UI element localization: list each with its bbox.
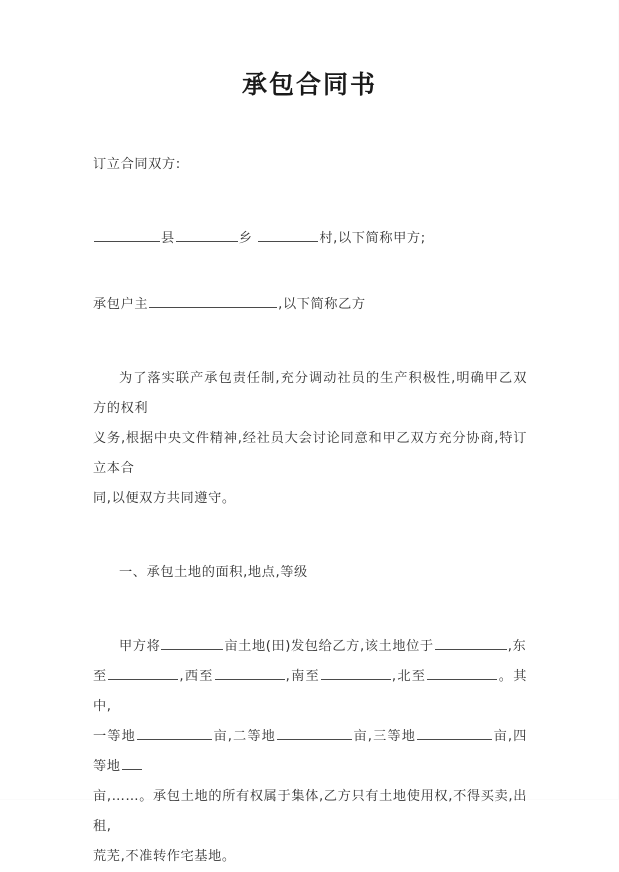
party-a-line	[93, 224, 527, 254]
boundary-west-blank[interactable]	[215, 664, 285, 680]
boundary-east-label: 至	[93, 669, 108, 684]
preamble-line-1: 为了落实联产承包责任制,充分调动社员的生产积极性,明确甲乙双方的权利	[93, 371, 527, 416]
grade-three-blank[interactable]	[417, 724, 492, 740]
direction-east-label: ,东	[507, 639, 527, 654]
spacer	[93, 254, 527, 290]
boundary-north-label: ,北至	[391, 669, 427, 684]
section-one-line-1	[93, 632, 527, 662]
grade-one-blank[interactable]	[137, 724, 212, 740]
grade-two-blank[interactable]	[277, 724, 352, 740]
party-a-village-label: 村,以下简称甲方;	[319, 231, 426, 246]
party-b-name-blank[interactable]	[149, 292, 277, 308]
preamble-line-2: 义务,根据中央文件精神,经社员大会讨论同意和甲乙双方充分协商,特订立本合	[93, 431, 527, 476]
boundary-south-blank[interactable]	[321, 664, 391, 680]
parties-heading: 订立合同双方:	[93, 157, 181, 172]
party-a-township-blank[interactable]	[176, 226, 238, 242]
spacer	[93, 588, 527, 632]
party-b-suffix-label: ,以下简称乙方	[278, 297, 366, 312]
grade-three-label: 亩,三等地	[352, 729, 417, 744]
boundary-west-label: ,西至	[179, 669, 214, 684]
party-a-county-blank[interactable]	[94, 226, 160, 242]
grade-four-blank[interactable]	[122, 754, 142, 770]
section-one-line-5: 荒芜,不准转作宅基地。	[93, 849, 236, 864]
preamble-line-3: 同,以便双方共同遵守。	[93, 491, 236, 506]
land-area-blank[interactable]	[161, 634, 223, 650]
grade-four-label: 亩,四等地	[93, 729, 527, 774]
party-a-township-label: 乡	[238, 231, 253, 246]
section-one-line-3	[93, 722, 527, 782]
boundary-south-label: ,南至	[285, 669, 320, 684]
party-b-prefix-label: 承包户主	[93, 297, 149, 312]
document-body	[93, 150, 527, 872]
party-b-line	[93, 290, 527, 320]
document-title: 承包合同书	[241, 70, 377, 99]
spacer	[93, 514, 527, 558]
boundary-suffix-label: 。其中,	[93, 669, 527, 714]
party-a-village-blank[interactable]	[258, 226, 318, 242]
spacer	[93, 320, 527, 364]
spacer	[93, 180, 527, 224]
boundary-east-blank[interactable]	[108, 664, 178, 680]
grade-one-label: 一等地	[93, 729, 136, 744]
land-location-blank[interactable]	[435, 634, 507, 650]
party-a-county-label: 县	[161, 231, 175, 246]
section-one-line-4: 亩,……。承包土地的所有权属于集体,乙方只有土地使用权,不得买卖,出租,	[93, 789, 527, 834]
section-one-line-2	[93, 662, 527, 722]
section-one-heading: 一、承包土地的面积,地点,等级	[119, 565, 308, 580]
boundary-north-blank[interactable]	[427, 664, 497, 680]
land-contract-label: 亩土地(田)发包给乙方,该土地位于	[224, 639, 434, 654]
grade-two-label: 亩,二等地	[212, 729, 276, 744]
land-area-prefix-label: 甲方将	[119, 639, 161, 654]
